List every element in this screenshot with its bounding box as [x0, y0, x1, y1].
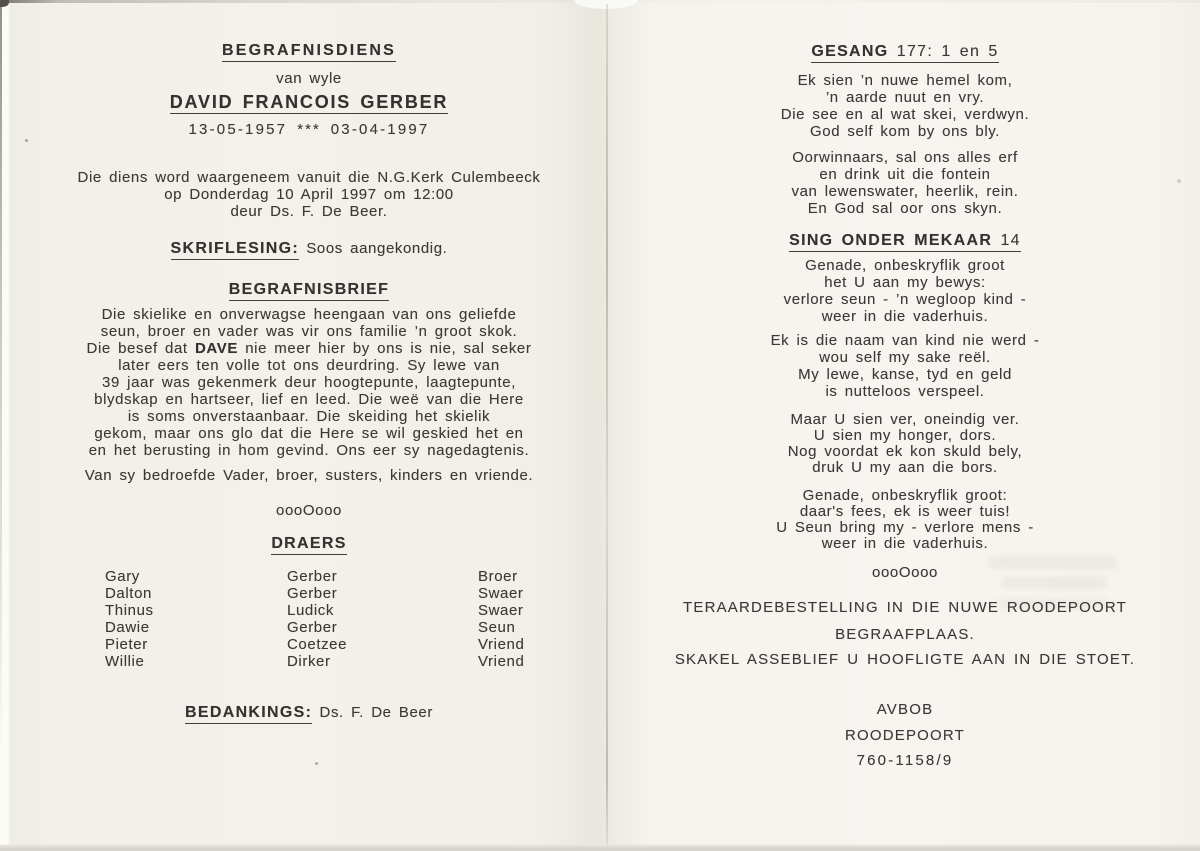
bearer-row — [105, 653, 588, 670]
bearer-surname: Gerber — [287, 568, 338, 585]
birth-date: 13-05-1957 — [188, 121, 288, 138]
bearer-surname: Coetzee — [287, 636, 348, 653]
sing-stanza-1 — [630, 257, 1180, 325]
bearer-relation: Broer — [478, 568, 518, 585]
letter-line — [20, 340, 598, 357]
letter-text: nie meer hier by ons is nie, sal seker — [237, 340, 532, 357]
left-page — [20, 0, 598, 851]
section-divider: oooOooo — [276, 502, 342, 519]
hymn-line: is nutteloos verspeel. — [825, 383, 985, 400]
gesang-stanza-1 — [630, 72, 1180, 140]
burial-announcement-line: SKAKEL ASSEBLIEF U HOOFLIGTE AAN IN DIE STOET. — [674, 651, 1136, 668]
hymn-line: En God sal oor ons skyn. — [807, 200, 1003, 217]
date-separator: *** — [297, 121, 321, 138]
hymn-line: en drink uit die fontein — [819, 166, 991, 183]
begrafnisbrief-heading-text: BEGRAFNISBRIEF — [229, 282, 389, 301]
bearer-relation: Vriend — [478, 636, 525, 653]
hymn-line: Nog voordat ek kon skuld bely, — [787, 443, 1023, 460]
hymn-line: Genade, onbeskryflik groot — [805, 257, 1005, 274]
gesang-heading-number: 177: 1 en 5 — [888, 43, 999, 60]
begrafnisbrief-heading — [20, 281, 598, 301]
bearer-relation: Swaer — [478, 602, 524, 619]
bearer-row — [105, 636, 588, 653]
letter-text: Die besef dat — [86, 340, 195, 357]
bearer-first-name: Dalton — [105, 585, 152, 602]
deceased-name-text: DAVID FRANCOIS GERBER — [169, 92, 449, 112]
draers-heading-text: DRAERS — [271, 536, 346, 555]
letter-line: blydskap en hartseer, lief en leed. Die weë van die Here — [94, 391, 524, 408]
hymn-line: Genade, onbeskryflik groot: — [802, 487, 1008, 504]
deceased-nickname: DAVE — [194, 340, 238, 357]
bearer-relation: Swaer — [478, 585, 524, 602]
burial-announcement-line: BEGRAAFPLAAS. — [835, 626, 975, 643]
bearer-row — [105, 619, 588, 636]
letter-line: 39 jaar was gekenmerk deur hoogtepunte, laagtepunte, — [102, 374, 516, 391]
hymn-line: Oorwinnaars, sal ons alles erf — [792, 149, 1018, 166]
letter-line: Die skielike en onverwagse heengaan van ons geliefde — [101, 306, 517, 323]
sing-heading — [630, 232, 1180, 252]
service-line: op Donderdag 10 April 1997 om 12:00 — [164, 186, 454, 203]
letter-line: later eers ten volle tot ons deurdring. Sy lewe van — [118, 357, 500, 374]
hymn-line: Ek is die naam van kind nie werd - — [770, 332, 1040, 349]
funeral-home-name: AVBOB — [876, 701, 934, 718]
right-page — [630, 0, 1180, 851]
scan-edge-left — [0, 0, 2, 760]
bearers-table — [105, 568, 588, 670]
bearer-first-name: Gary — [105, 568, 140, 585]
hymn-line: My lewe, kanse, tyd en geld — [798, 366, 1012, 383]
sing-heading-number: 14 — [992, 232, 1021, 249]
hymn-line: Die see en al wat skei, verdwyn. — [780, 106, 1030, 123]
skriflesing-value: Soos aangekondig. — [306, 240, 448, 257]
bearer-row — [105, 568, 588, 585]
life-dates — [20, 121, 598, 138]
service-line: deur Ds. F. De Beer. — [230, 203, 388, 220]
letter-line: seun, broer en vader was vir ons familie ’n groot skok. — [100, 323, 518, 340]
hymn-line: God self kom by ons bly. — [809, 123, 1001, 140]
sing-stanza-2 — [630, 332, 1180, 400]
service-details — [20, 169, 598, 220]
condolence-from-line: Van sy bedroefde Vader, broer, susters, kinders en vriende. — [84, 467, 534, 484]
skriflesing-label: SKRIFLESING: — [171, 241, 300, 260]
subtitle-text: van wyle — [276, 70, 342, 87]
subtitle — [20, 70, 598, 87]
bearer-relation: Seun — [478, 619, 516, 636]
funeral-letter — [20, 306, 598, 459]
hymn-line: van lewenswater, heerlik, rein. — [791, 183, 1019, 200]
hymn-line: weer in die vaderhuis. — [821, 535, 989, 552]
bearer-surname: Gerber — [287, 585, 338, 602]
hymn-line: weer in die vaderhuis. — [821, 308, 989, 325]
bearer-first-name: Willie — [105, 653, 145, 670]
bearer-surname: Gerber — [287, 619, 338, 636]
program-title-text: BEGRAFNISDIENS — [222, 43, 396, 62]
bearer-first-name: Dawie — [105, 619, 150, 636]
hymn-line: druk U my aan die bors. — [812, 459, 998, 476]
letter-line: gekom, maar ons glo dat die Here se wil geskied het en — [94, 425, 524, 442]
hymn-line: U sien my honger, dors. — [813, 427, 997, 444]
hymn-line: U Seun bring my - verlore mens - — [776, 519, 1034, 536]
hymn-line: verlore seun - ’n wegloop kind - — [783, 291, 1027, 308]
sing-stanza-4 — [630, 487, 1180, 551]
bearer-row — [105, 602, 588, 619]
letter-line: is soms onverstaanbaar. Die skeiding het skielik — [127, 408, 491, 425]
bedankings-value: Ds. F. De Beer — [319, 704, 433, 721]
section-divider: oooOooo — [872, 564, 938, 581]
bearer-relation: Vriend — [478, 653, 525, 670]
funeral-home-branch: ROODEPOORT — [844, 727, 966, 744]
bearer-row — [105, 585, 588, 602]
bearer-surname: Dirker — [287, 653, 331, 670]
service-line: Die diens word waargeneem vanuit die N.G.Kerk Culembeeck — [77, 169, 541, 186]
burial-announcement-line: TERAARDEBESTELLING IN DIE NUWE ROODEPOORT — [683, 599, 1127, 616]
hymn-line: het U aan my bewys: — [824, 274, 986, 291]
reference-number: 760-1158/9 — [856, 752, 954, 769]
draers-heading — [20, 535, 598, 555]
hymn-line: daar's fees, ek is weer tuis! — [799, 503, 1011, 520]
gesang-heading — [630, 43, 1180, 63]
bearer-first-name: Pieter — [105, 636, 148, 653]
bearer-surname: Ludick — [287, 602, 334, 619]
hymn-line: wou self my sake reël. — [819, 349, 991, 366]
bearer-first-name: Thinus — [105, 602, 154, 619]
letter-line: en het berusting in hom gevind. Ons eer sy nagedagtenis. — [88, 442, 530, 459]
center-fold-crease — [606, 4, 608, 845]
gesang-heading-bold: GESANG — [811, 43, 889, 60]
sing-stanza-3 — [630, 411, 1180, 475]
deceased-name — [20, 93, 598, 114]
bedankings-label: BEDANKINGS: — [185, 705, 312, 724]
gesang-stanza-2 — [630, 149, 1180, 217]
hymn-line: ’n aarde nuut en vry. — [825, 89, 985, 106]
death-date: 03-04-1997 — [330, 121, 430, 138]
program-title — [20, 42, 598, 62]
bedankings-section — [20, 704, 598, 724]
scan-artifact — [0, 0, 9, 7]
skriflesing-section — [20, 240, 598, 260]
hymn-line: Maar U sien ver, oneindig ver. — [790, 411, 1020, 428]
hymn-line: Ek sien ’n nuwe hemel kom, — [797, 72, 1013, 89]
sing-heading-bold: SING ONDER MEKAAR — [789, 232, 993, 249]
